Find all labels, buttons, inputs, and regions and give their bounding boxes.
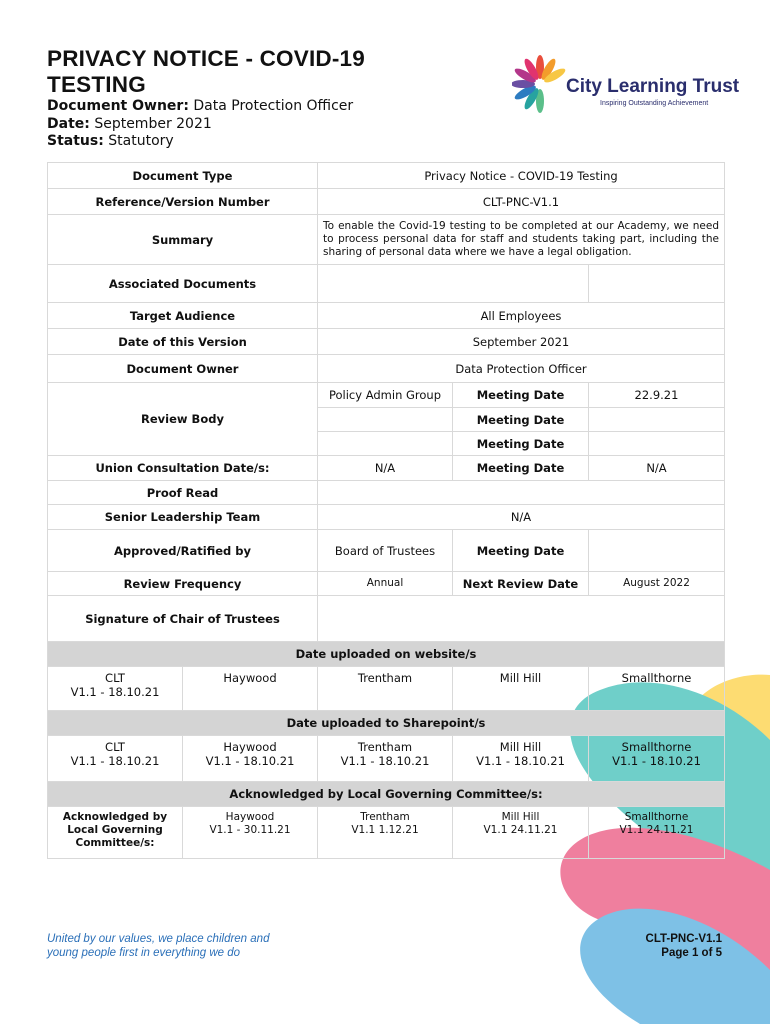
lgc-label-cell: Acknowledged by Local Governing Committee/s: [48, 807, 183, 859]
meeting-date-label: Meeting Date [453, 530, 589, 572]
meeting-date-label: Meeting Date [453, 383, 589, 408]
version-date-value: September 2021 [318, 329, 725, 355]
lgc-haywood-cell: Haywood V1.1 - 30.11.21 [183, 807, 318, 859]
associated-documents-extra [589, 265, 725, 303]
colorful-flower-logo-icon [512, 50, 568, 116]
review-body-value-3 [318, 432, 453, 456]
table-row [48, 530, 725, 572]
associated-documents-value [318, 265, 589, 303]
table-row [48, 667, 725, 711]
signature-value [318, 596, 725, 642]
website-mill-hill-cell: Mill Hill [453, 667, 589, 711]
date-value: September 2021 [94, 115, 212, 132]
reference-label: Reference/Version Number [48, 189, 318, 215]
table-row [48, 642, 725, 667]
sharepoint-smallthorne-cell: Smallthorne V1.1 - 18.10.21 [589, 736, 725, 782]
table-row [48, 782, 725, 807]
date-label: Date: [47, 115, 90, 132]
table-row [48, 329, 725, 355]
page-number: Page 1 of 5 [661, 947, 722, 959]
next-review-value: August 2022 [589, 572, 725, 596]
document-header [47, 46, 467, 151]
table-row [48, 505, 725, 530]
table-row [48, 456, 725, 481]
table-row [48, 481, 725, 505]
review-meeting-date-value: 22.9.21 [589, 383, 725, 408]
document-owner-value: Data Protection Officer [318, 355, 725, 383]
footer-tagline: United by our values, we place children and young people first in everything we do [47, 933, 270, 959]
meeting-date-label: Meeting Date [453, 408, 589, 432]
meeting-date-value-3 [589, 432, 725, 456]
table-row [48, 215, 725, 265]
sharepoint-upload-header: Date uploaded to Sharepoint/s [48, 711, 725, 736]
slt-label: Senior Leadership Team [48, 505, 318, 530]
document-type-value: Privacy Notice - COVID-19 Testing [318, 163, 725, 189]
website-upload-header: Date uploaded on website/s [48, 642, 725, 667]
lgc-mill-hill-cell: Mill Hill V1.1 24.11.21 [453, 807, 589, 859]
review-frequency-label: Review Frequency [48, 572, 318, 596]
associated-documents-label: Associated Documents [48, 265, 318, 303]
table-row [48, 189, 725, 215]
page-title: PRIVACY NOTICE - COVID-19 TESTING [47, 46, 365, 97]
table-row [48, 163, 725, 189]
website-haywood-cell: Haywood [183, 667, 318, 711]
owner-value: Data Protection Officer [193, 98, 354, 114]
meeting-date-value-2 [589, 408, 725, 432]
table-row [48, 355, 725, 383]
sharepoint-clt-cell: CLT V1.1 - 18.10.21 [48, 736, 183, 782]
reference-value: CLT-PNC-V1.1 [318, 189, 725, 215]
lgc-header: Acknowledged by Local Governing Committee/s: [48, 782, 725, 807]
review-body-value-2 [318, 408, 453, 432]
target-audience-value: All Employees [318, 303, 725, 329]
sharepoint-haywood-cell: Haywood V1.1 - 18.10.21 [183, 736, 318, 782]
owner-label: Document Owner: [47, 98, 189, 114]
proof-read-value [318, 481, 725, 505]
union-consultation-value: N/A [318, 456, 453, 481]
version-date-label: Date of this Version [48, 329, 318, 355]
status-label: Status: [47, 133, 104, 149]
table-row [48, 383, 725, 408]
approved-value: Board of Trustees [318, 530, 453, 572]
summary-value: To enable the Covid-19 testing to be completed at our Academy, we need to process personal data for staff and students taking part, including the sharing of personal data where we have a legal obligation. [318, 215, 725, 265]
union-consultation-label: Union Consultation Date/s: [48, 456, 318, 481]
approved-label: Approved/Ratified by [48, 530, 318, 572]
lgc-trentham-cell: Trentham V1.1 1.12.21 [318, 807, 453, 859]
union-meeting-date-value: N/A [589, 456, 725, 481]
document-type-label: Document Type [48, 163, 318, 189]
proof-read-label: Proof Read [48, 481, 318, 505]
document-meta [47, 98, 467, 151]
logo-name: City Learning Trust [566, 76, 740, 97]
document-owner-label: Document Owner [48, 355, 318, 383]
table-row [48, 303, 725, 329]
review-frequency-value: Annual [318, 572, 453, 596]
table-row [48, 572, 725, 596]
slt-value: N/A [318, 505, 725, 530]
review-body-label: Review Body [48, 383, 318, 456]
meeting-date-label: Meeting Date [453, 456, 589, 481]
table-row [48, 711, 725, 736]
sharepoint-mill-hill-cell: Mill Hill V1.1 - 18.10.21 [453, 736, 589, 782]
target-audience-label: Target Audience [48, 303, 318, 329]
approved-meeting-date-value [589, 530, 725, 572]
footer-ref: CLT-PNC-V1.1 [645, 933, 722, 945]
sharepoint-trentham-cell: Trentham V1.1 - 18.10.21 [318, 736, 453, 782]
table-row [48, 807, 725, 859]
document-control-table [47, 162, 725, 859]
status-value: Statutory [108, 133, 174, 149]
review-body-value: Policy Admin Group [318, 383, 453, 408]
website-clt-cell: CLT V1.1 - 18.10.21 [48, 667, 183, 711]
lgc-smallthorne-cell: Smallthorne V1.1 24.11.21 [589, 807, 725, 859]
logo-tagline: Inspiring Outstanding Achievement [600, 100, 709, 107]
website-trentham-cell: Trentham [318, 667, 453, 711]
footer-page-info [560, 932, 722, 960]
city-learning-trust-logo [512, 50, 740, 116]
website-smallthorne-cell: Smallthorne [589, 667, 725, 711]
meeting-date-label: Meeting Date [453, 432, 589, 456]
table-row [48, 265, 725, 303]
table-row [48, 736, 725, 782]
table-row [48, 596, 725, 642]
summary-label: Summary [48, 215, 318, 265]
signature-label: Signature of Chair of Trustees [48, 596, 318, 642]
next-review-label: Next Review Date [453, 572, 589, 596]
